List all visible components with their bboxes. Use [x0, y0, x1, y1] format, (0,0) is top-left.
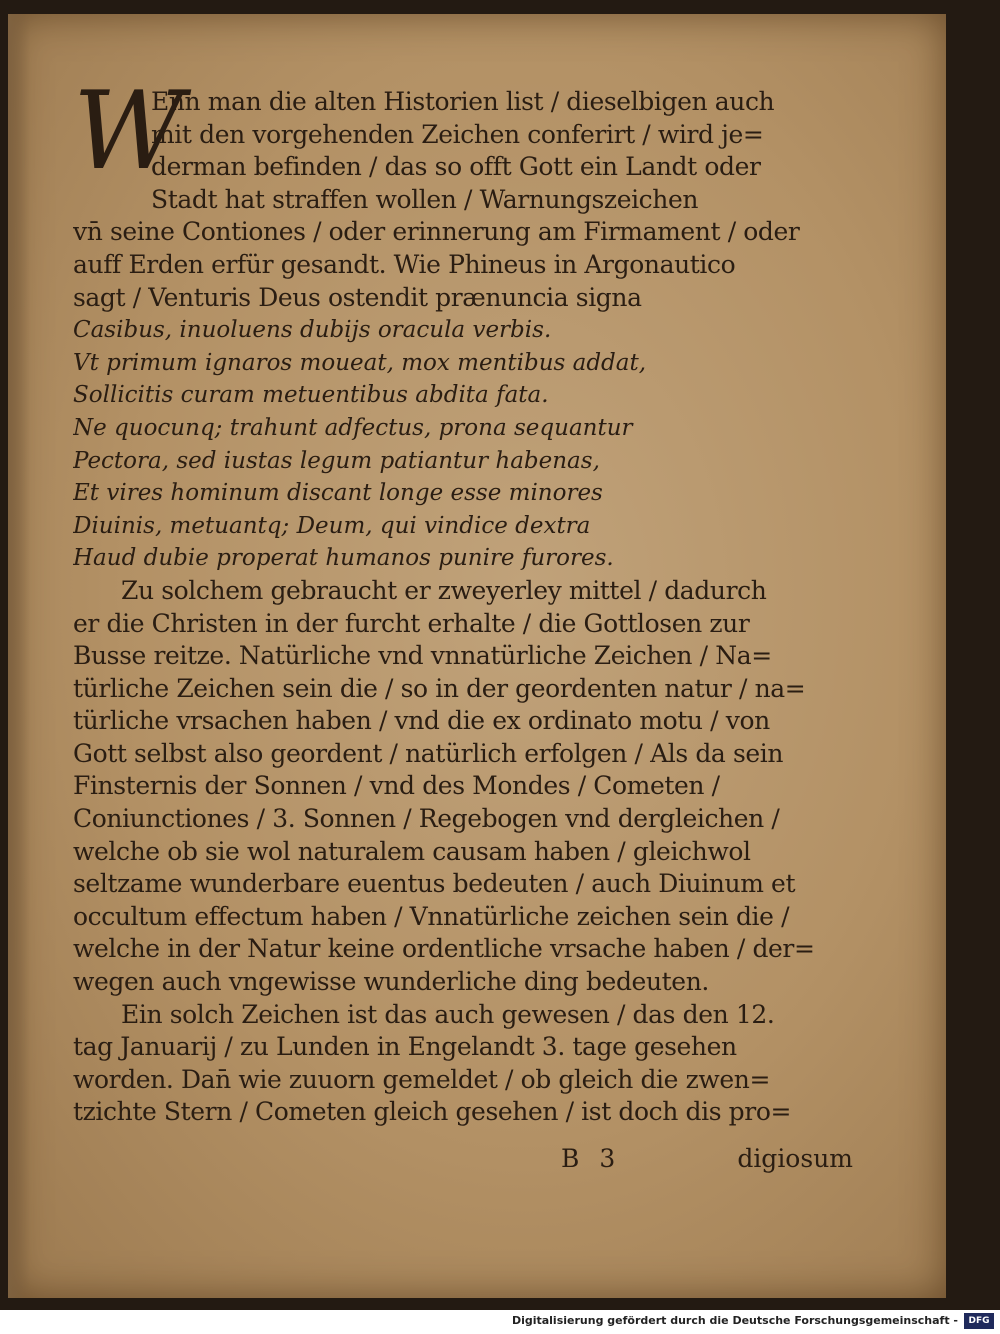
document-page: [8, 14, 946, 1298]
page-footer: [73, 1144, 853, 1178]
text-line: sagt / Venturis Deus ostendit prænuncia signa: [73, 282, 642, 312]
text-line: mit den vorgehenden Zeichen conferirt / wird je=: [151, 119, 764, 149]
text-line: occultum effectum haben / Vnnatürliche zeichen sein die /: [73, 901, 790, 931]
text-line: welche in der Natur keine ordentliche vrsache haben / der=: [73, 934, 815, 964]
text-line: seltzame wunderbare euentus bedeuten / auch Diuinum et: [73, 869, 796, 899]
text-line: tzichte Stern / Cometen gleich gesehen / ist doch dis pro=: [73, 1097, 792, 1127]
viewer-footer-bar: [0, 1310, 1000, 1334]
text-line: Stadt hat straffen wollen / Warnungszeichen: [151, 184, 699, 214]
catchword: digiosum: [737, 1144, 853, 1173]
body-text: [73, 69, 853, 1129]
verse-line: Sollicitis curam metuentibus abdita fata.: [73, 382, 549, 409]
text-line: Finsternis der Sonnen / vnd des Mondes / Cometen /: [73, 771, 720, 801]
verse-line: Haud dubie properat humanos punire furores.: [73, 545, 614, 572]
text-line: Busse reitze. Natürliche vnd vnnatürliche Zeichen / Na=: [73, 641, 772, 671]
text-line: er die Christen in der furcht erhalte / die Gottlosen zur: [73, 608, 750, 638]
text-line: auff Erden erfür gesandt. Wie Phineus in Argonautico: [73, 249, 736, 279]
signature-mark: B 3: [561, 1144, 622, 1173]
text-line: Zu solchem gebraucht er zweyerley mittel / dadurch: [121, 575, 767, 605]
text-line: Ein solch Zeichen ist das auch gewesen / das den 12.: [121, 999, 775, 1029]
text-line: tag Januarij / zu Lunden in Engelandt 3. tage gesehen: [73, 1032, 737, 1062]
text-line: worden. Dan̄ wie zuuorn gemeldet / ob gleich die zwen=: [73, 1064, 771, 1094]
verse-line: Vt primum ignaros moueat, mox mentibus addat,: [73, 349, 647, 376]
verse-line: Ne quocunq; trahunt adfectus, prona sequantur: [73, 414, 633, 441]
text-line: vn̄ seine Contiones / oder erinnerung am Firmament / oder: [73, 217, 800, 247]
dfg-logo-icon: DFG: [964, 1313, 994, 1329]
text-line: türliche vrsachen haben / vnd die ex ordinato motu / von: [73, 706, 770, 736]
text-line: Gott selbst also geordent / natürlich erfolgen / Als da sein: [73, 738, 784, 768]
verse-line: Casibus, inuoluens dubijs oracula verbis.: [73, 317, 552, 344]
text-line: wegen auch vngewisse wunderliche ding bedeuten.: [73, 967, 709, 997]
text-line: welche ob sie wol naturalem causam haben / gleichwol: [73, 836, 751, 866]
drop-capital: W: [73, 69, 184, 194]
text-line: Coniunctiones / 3. Sonnen / Regebogen vnd dergleichen /: [73, 804, 780, 834]
text-line: derman befinden / das so offt Gott ein Landt oder: [151, 152, 761, 182]
text-line: Enn man die alten Historien list / dieselbigen auch: [151, 87, 775, 116]
page-binding-shadow: [8, 14, 30, 1298]
verse-line: Et vires hominum discant longe esse minores: [73, 480, 603, 507]
verse-line: Pectora, sed iustas legum patiantur habenas,: [73, 447, 600, 474]
verse-line: Diuinis, metuantq; Deum, qui vindice dextra: [73, 512, 591, 539]
funding-credit: Digitalisierung gefördert durch die Deutsche Forschungsgemeinschaft -: [511, 1314, 958, 1327]
text-line: türliche Zeichen sein die / so in der geordenten natur / na=: [73, 673, 806, 703]
